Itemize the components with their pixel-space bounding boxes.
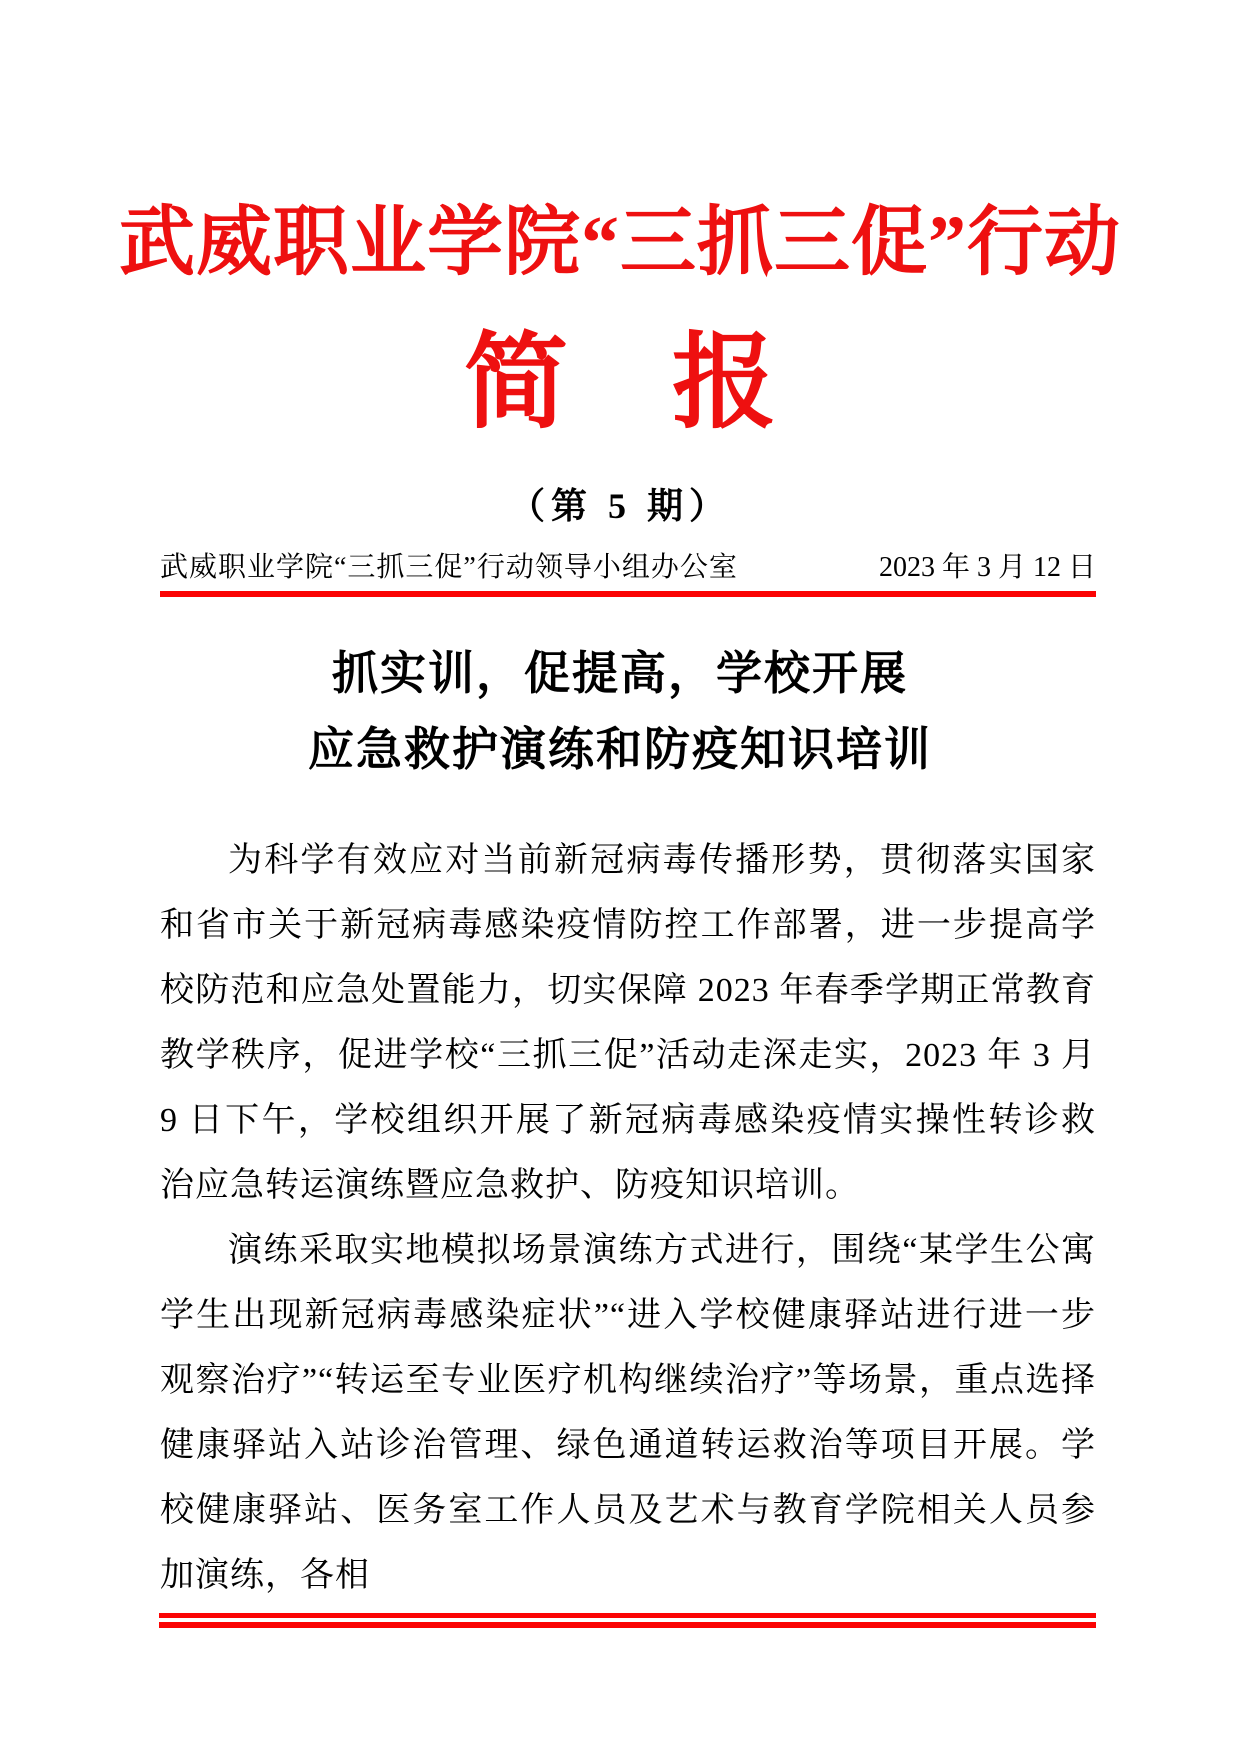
issue-number: （第 5 期） — [508, 486, 731, 526]
article-heading-line1: 抓实训，促提高，学校开展 — [332, 648, 908, 699]
masthead-title-line2: 简 报 — [463, 326, 776, 441]
byline-row — [160, 550, 1096, 597]
footer-double-rule — [159, 1613, 1096, 1628]
issue-date: 2023 年 3 月 12 日 — [878, 552, 1096, 583]
article-heading-line2: 应急救护演练和防疫知识培训 — [308, 724, 932, 775]
masthead-title-line1: 武威职业学院“三抓三促”行动 — [119, 201, 1121, 285]
body-paragraph: 为科学有效应对当前新冠病毒传播形势，贯彻落实国家和省市关于新冠病毒感染疫情防控工作部署，进一步提高学校防范和应急处置能力，切实保障 2023 年春季学期正常教育教学秩序，促进学校“三抓三促”活动走深走实，2023 年 3 月 9 日下午，学校组织开展了新冠病毒感染疫情实操性转诊救治应急转运演练暨应急救护、防疫知识培训。 — [160, 842, 1096, 1204]
article-heading — [0, 636, 1240, 788]
article-body — [160, 828, 1096, 1608]
issuing-office: 武威职业学院“三抓三促”行动领导小组办公室 — [160, 552, 738, 583]
body-paragraph: 演练采取实地模拟场景演练方式进行，围绕“某学生公寓学生出现新冠病毒感染症状”“进入学校健康驿站进行进一步观察治疗”“转运至专业医疗机构继续治疗”等场景，重点选择健康驿站入站诊治管理、绿色通道转运救治等项目开展。学校健康驿站、医务室工作人员及艺术与教育学院相关人员参加演练，各相 — [160, 1232, 1096, 1594]
